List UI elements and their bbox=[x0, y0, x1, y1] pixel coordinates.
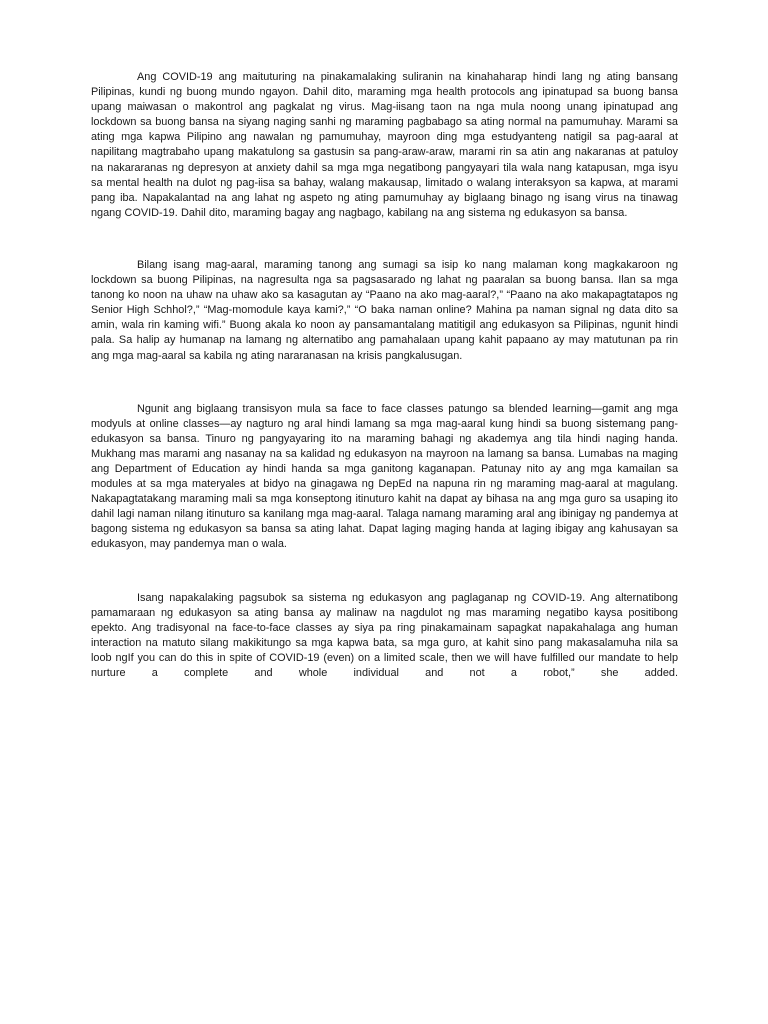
paragraph-1: Ang COVID-19 ang maituturing na pinakamalaking suliranin na kinahaharap hindi lang ng ating bansang Pilipinas, kundi ng buong mundo ngayon. Dahil dito, maraming mga health protocols ang ipinatupad sa buong bansa upang maiwasan o makontrol ang pagkalat ng virus. Mag-iisang taon na nga mula noong unang ipinatupad ang lockdown sa buong bansa na siyang naging sanhi ng maraming pagbabago sa ating normal na pamumuhay. Marami sa ating mga kapwa Pilipino ang nawalan ng pamumuhay, mayroon ding mga estudyanteng natigil sa pag-aaral at napilitang magtrabaho upang makatulong sa gastusin sa pang-araw-araw, marami rin sa atin ang nakaranas at patuloy na nakararanas ng depresyon at anxiety dahil sa mga mga negatibong pangyayari tila wala nang katapusan, mga isyu sa mental health na dulot ng pag-iisa sa bahay, walang makausap, limitado o walang interaksyon sa kapwa, at marami pang iba. Napakalantad na ang lahat ng aspeto ng ating pamumuhay ay biglaang binago ng isang virus na tinawag ngang COVID-19. Dahil dito, maraming bagay ang nagbago, kabilang na ang sistema ng edukasyon sa bansa. bbox=[91, 71, 678, 219]
paragraph-4: Isang napakalaking pagsubok sa sistema ng edukasyon ang paglaganap ng COVID-19. Ang alternatibong pamamaraan ng edukasyon sa ating bansa ay malinaw na nagdulot ng mas maraming negatibo kaysa positibong epekto. Ang tradisyonal na face-to-face classes ay siya pa ring pinakamainam sapagkat napakahalaga ang human interaction na matuto silang makikitungo sa mga kapwa bata, sa mga guro, at kahit sino pang makasalamuha nila sa loob ngIf you can do this in spite of COVID-19 (even) on a limited scale, then we will have fulfilled our mandate to help nurture a complete and whole individual and not a robot,” she added. bbox=[91, 591, 678, 679]
essay-body bbox=[91, 70, 678, 681]
paragraph-2: Bilang isang mag-aaral, maraming tanong ang sumagi sa isip ko nang malaman kong magkakaroon ng lockdown sa buong Pilipinas, na nagresulta nga sa pagsasarado ng lahat ng paaralan sa buong bansa. Ilan sa mga tanong ko noon na uhaw na uhaw ako sa kasagutan ay “Paano na ako mag-aaral?,” “Paano na ako makapagtatapos ng Senior High Schhol?,” “Mag-momodule kaya kami?,” “O baka naman online? Mahina pa naman signal ng data dito sa amin, wala rin kaming wifi.” Buong akala ko noon ay pansamantalang matitigil ang edukasyon sa Pilipinas, ngunit hindi pala. Sa halip ay humanap na lamang ng alternatibo ang pamahalaan upang kahit papaano ay may matutunan pa rin ang mga mag-aaral sa kabila ng ating nararanasan na krisis pangkalusugan. bbox=[91, 258, 678, 362]
paragraph-3: Ngunit ang biglaang transisyon mula sa face to face classes patungo sa blended learning—gamit ang mga modyuls at online classes—ay nagturo ng aral hindi lamang sa mga mag-aaral kung hindi sa buong sistemang pang-edukasyon sa bansa. Tinuro ng pangyayaring ito na maraming bahagi ng akademya ang tila hindi naging handa. Mukhang mas marami ang nasanay na sa kalidad ng edukasyon na mayroon na lamang sa bansa. Lumabas na maging ang Department of Education ay hindi handa sa mga ganitong kaganapan. Patunay nito ay ang mga kamailan sa modules at sa mga materyales at bidyo na ginagawa ng DepEd na napuna rin ng maraming mag-aaral at magulang. Nakapagtatakang maraming mali sa mga konseptong itinuturo kahit na dapat ay bihasa na ang mga guro sa usaping ito dahil lagi naman nilang itinuturo sa kanilang mga mag-aaral. Talaga namang maraming aral ang ibinigay ng pandemya at bagong sistema ng edukasyon sa bansa sa ating lahat. Dapat laging maging handa at laging ibigay ang kahusayan sa edukasyon, may pandemya man o wala. bbox=[91, 402, 678, 551]
